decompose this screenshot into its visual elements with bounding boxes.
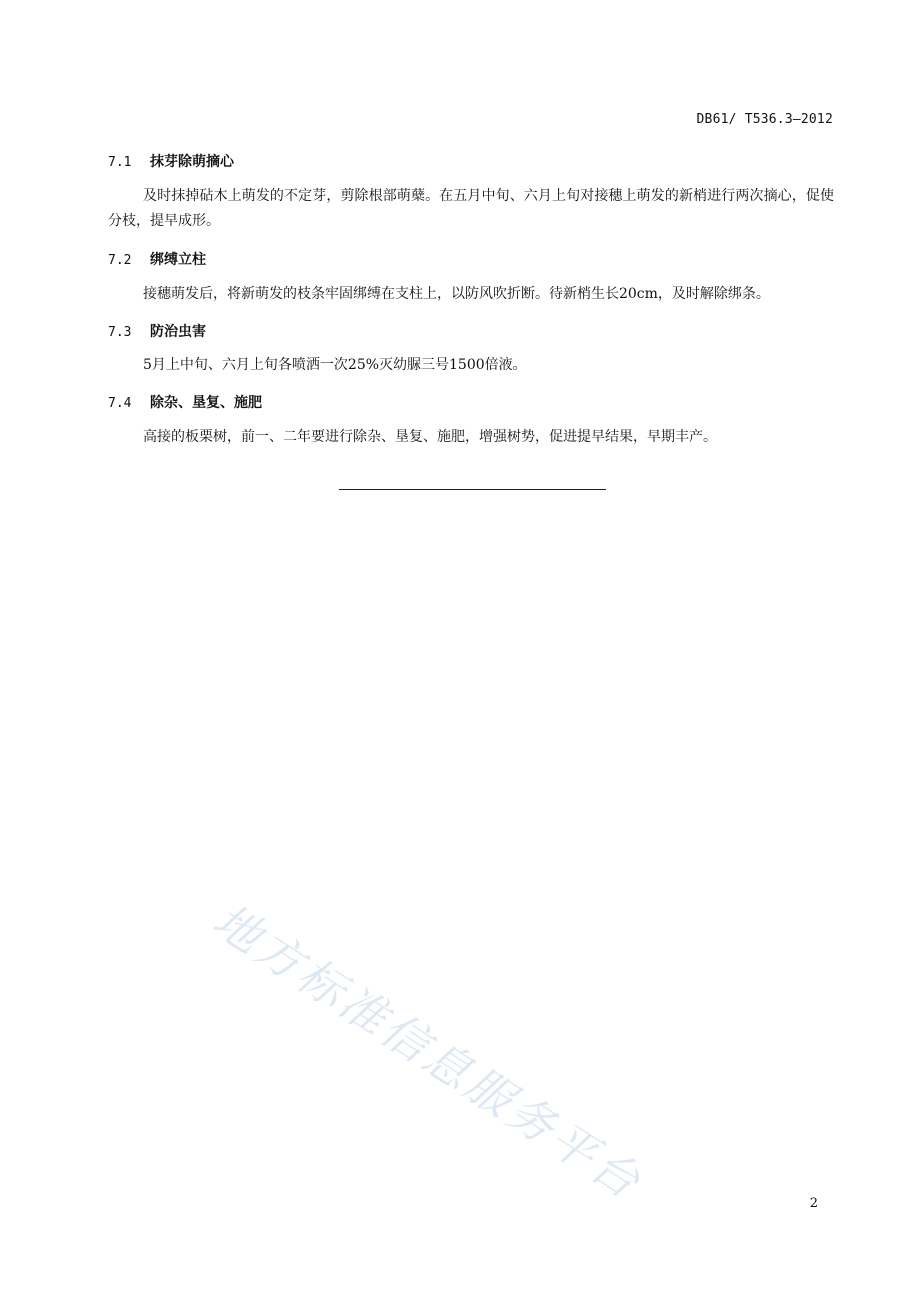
section-body-7-2: 接穗萌发后，将新萌发的枝条牢固绑缚在支柱上，以防风吹折断。待新梢生长20cm，及时解除绑条。 [143,286,770,302]
section-title: 抹芽除萌摘心 [150,154,234,170]
section-body-7-3: 5月上中旬、六月上旬各喷洒一次25%灭幼脲三号1500倍液。 [143,357,527,373]
section-heading-7-1 [108,151,234,171]
section-number: 7.3 [108,325,132,340]
section-number: 7.2 [108,253,132,268]
page-number: 2 [809,1196,818,1211]
section-body-7-1: 及时抹掉砧木上萌发的不定芽，剪除根部萌蘖。在五月中旬、六月上旬对接穗上萌发的新梢进行两次摘心，促使分枝，提早成形。 [108,188,834,229]
section-title: 防治虫害 [150,324,206,340]
section-number: 7.1 [108,155,132,170]
section-title: 绑缚立柱 [150,252,206,268]
end-rule-divider [339,489,606,490]
section-heading-7-3 [108,321,206,341]
section-heading-7-4 [108,392,262,412]
watermark: 地方标准信息服务平台 [203,892,653,1211]
section-number: 7.4 [108,396,132,411]
document-code: DB61/ T536.3—2012 [696,112,833,127]
section-body-7-4: 高接的板栗树，前一、二年要进行除杂、垦复、施肥，增强树势，促进提早结果，早期丰产。 [143,429,717,445]
section-heading-7-2 [108,249,206,269]
section-title: 除杂、垦复、施肥 [150,395,262,411]
